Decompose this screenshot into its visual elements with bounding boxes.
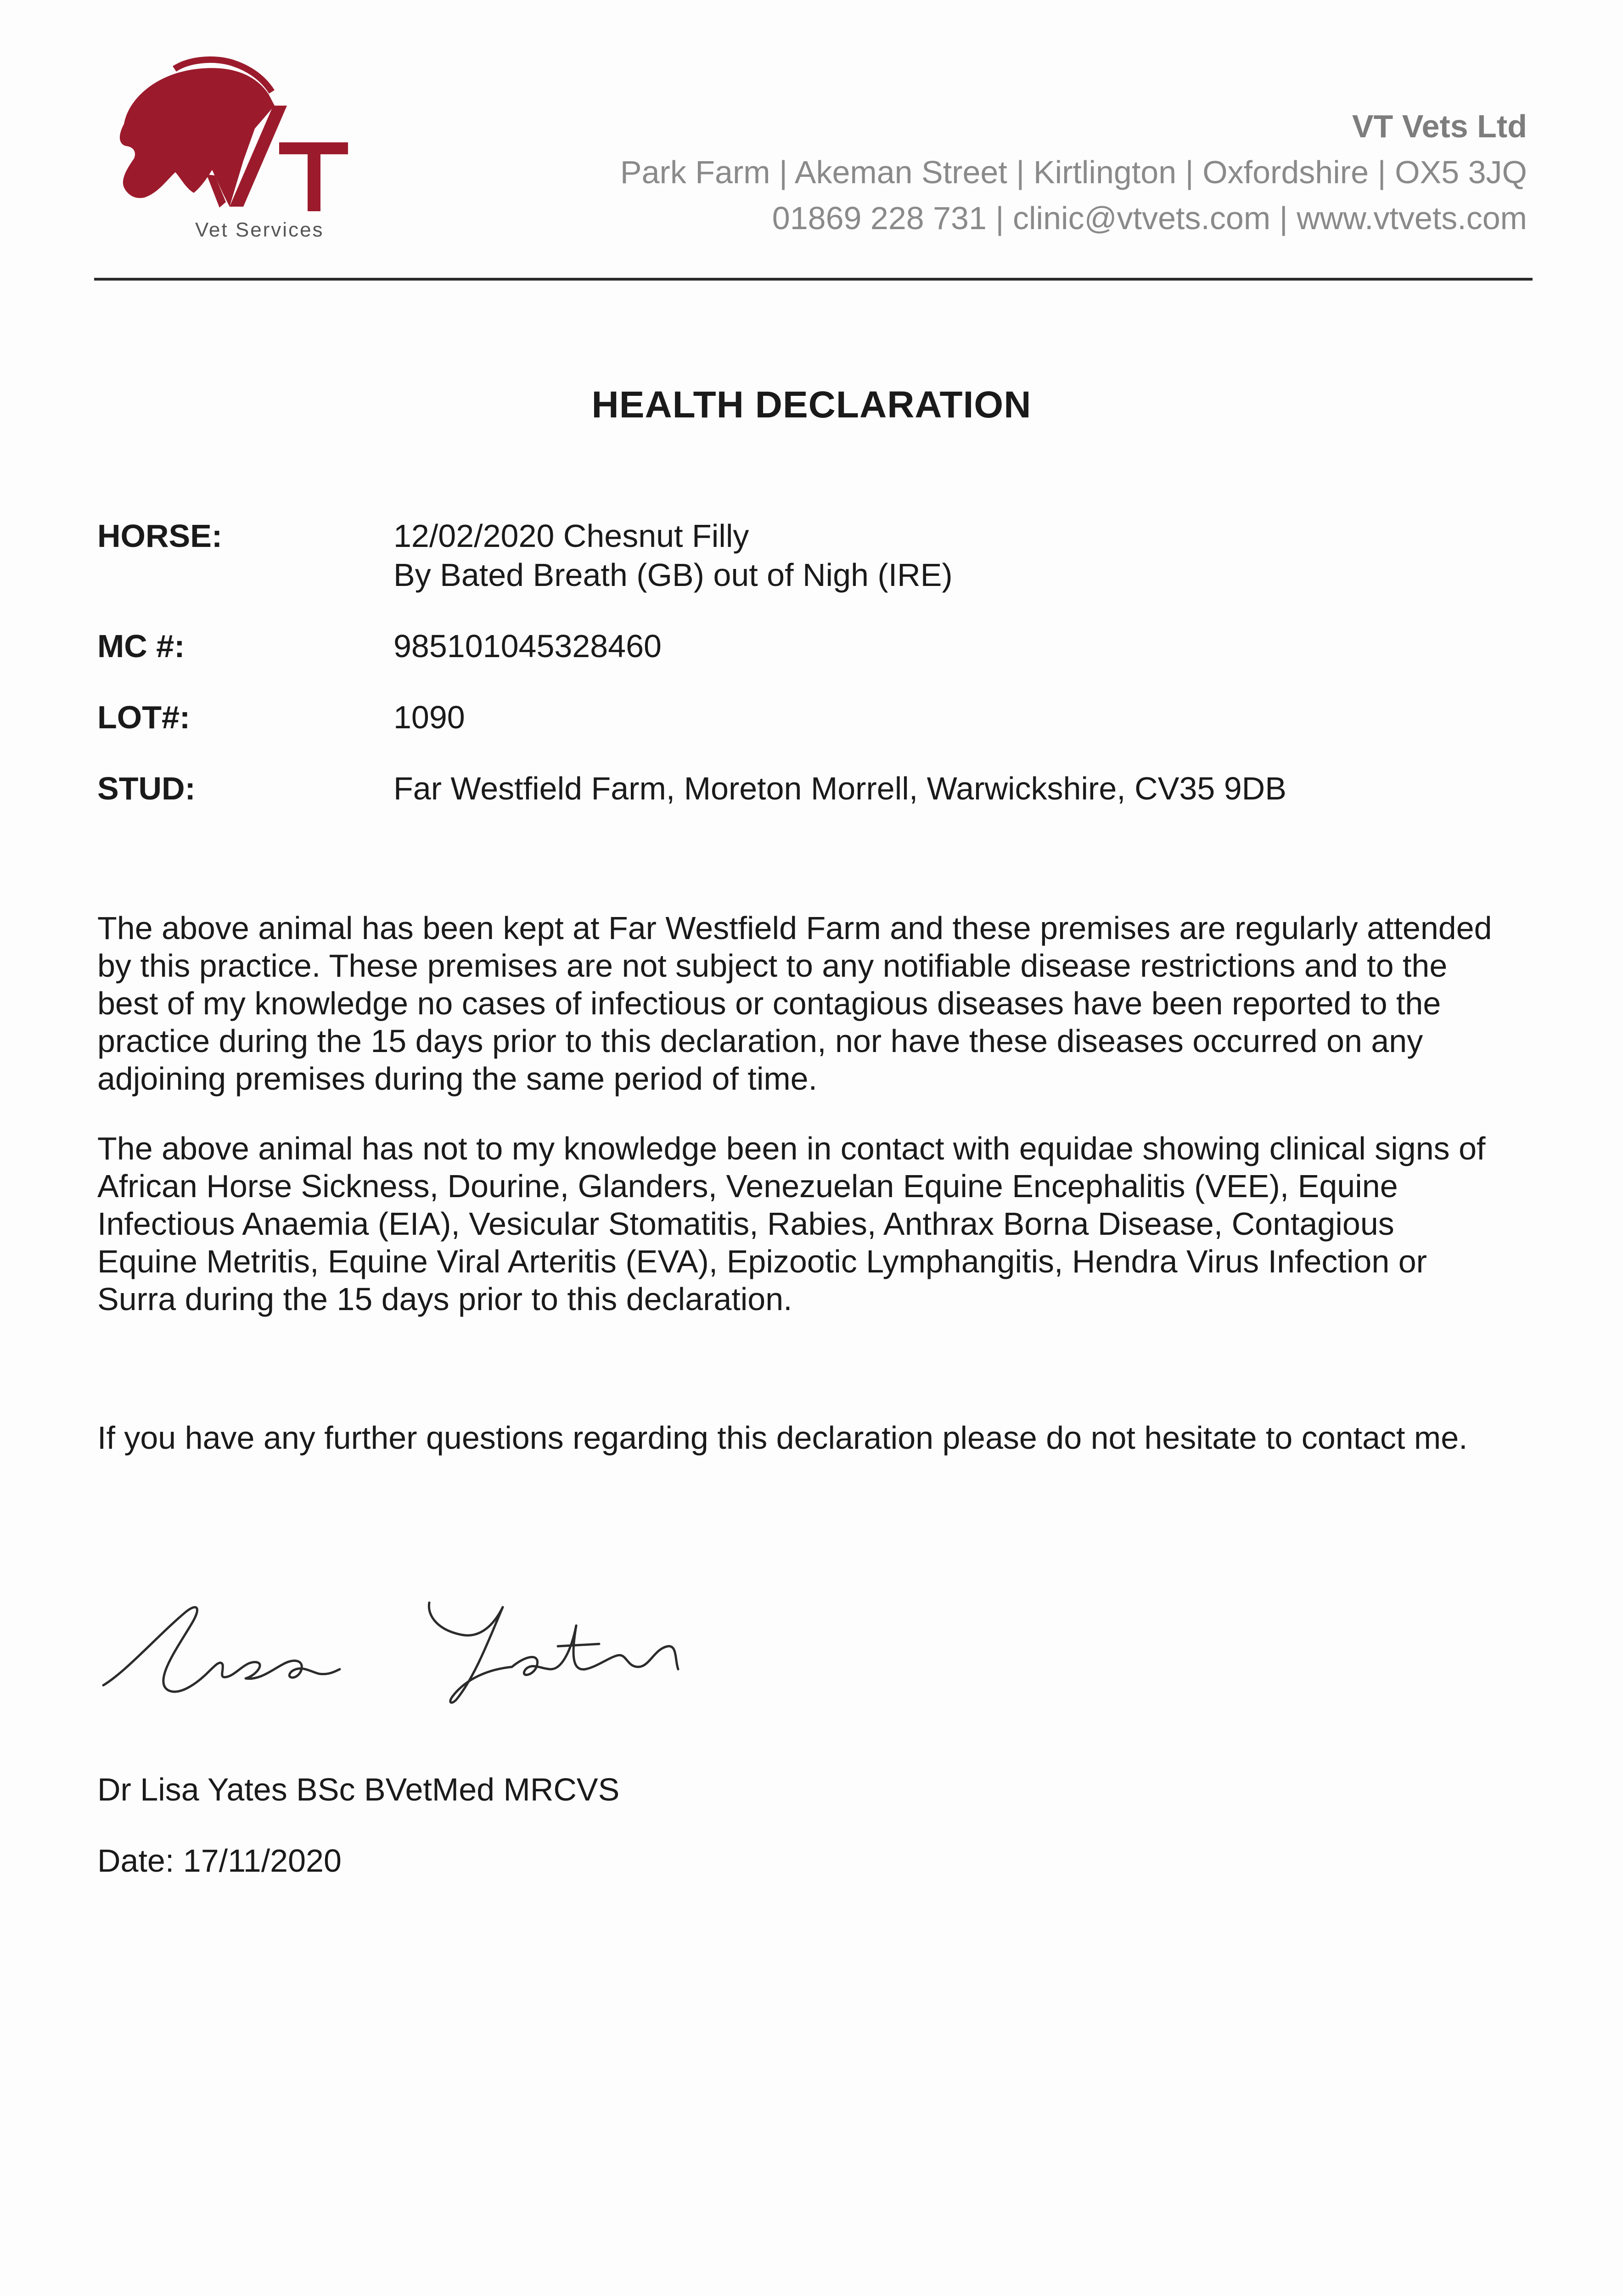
company-logo	[92, 55, 358, 248]
handwritten-signature	[99, 1580, 714, 1722]
horse-value-line: By Bated Breath (GB) out of Nigh (IRE)	[393, 557, 953, 593]
detail-row-mc	[97, 627, 1521, 666]
detail-row-lot	[97, 698, 1521, 737]
stud-value: Far Westfield Farm, Moreton Morrell, Warwickshire, CV35 9DB	[393, 771, 1286, 806]
paragraph-line: The above animal has not to my knowledge been in contact with equidae showing clinical signs of	[97, 1131, 1486, 1166]
paragraph-line: by this practice. These premises are not subject to any notifiable disease restrictions and to the	[97, 948, 1448, 984]
paragraph-line: Infectious Anaemia (EIA), Vesicular Stomatitis, Rabies, Anthrax Borna Disease, Contagious	[97, 1206, 1394, 1242]
mc-label: MC #:	[97, 628, 185, 664]
paragraph-line: Surra during the 15 days prior to this declaration.	[97, 1281, 792, 1317]
declaration-date: Date: 17/11/2020	[97, 1843, 342, 1879]
company-header	[620, 103, 1527, 241]
horse-value	[393, 517, 1521, 595]
disease-contact-paragraph	[97, 1130, 1532, 1318]
company-address: Park Farm | Akeman Street | Kirtlington | Oxfordshire | OX5 3JQ	[620, 154, 1527, 190]
premises-paragraph	[97, 909, 1532, 1097]
paragraph-line: The above animal has been kept at Far Westfield Farm and these premises are regularly attended	[97, 910, 1492, 946]
header-divider	[94, 278, 1533, 281]
paragraph-line: African Horse Sickness, Dourine, Glanders, Venezuelan Equine Encephalitis (VEE), Equine	[97, 1168, 1398, 1204]
mc-value: 985101045328460	[393, 628, 662, 664]
lot-label: LOT#:	[97, 699, 191, 735]
paragraph-line: best of my knowledge no cases of infectious or contagious diseases have been reported to the	[97, 985, 1441, 1021]
horse-value-line: 12/02/2020 Chesnut Filly	[393, 518, 749, 554]
detail-row-horse	[97, 517, 1521, 595]
company-name: VT Vets Ltd	[1352, 108, 1527, 144]
contact-paragraph: If you have any further questions regarding this declaration please do not hesitate to contact me.	[97, 1420, 1468, 1456]
stud-label: STUD:	[97, 771, 196, 806]
logo-tagline: Vet Services	[195, 219, 324, 241]
company-contact: 01869 228 731 | clinic@vtvets.com | www.vtvets.com	[772, 200, 1527, 236]
paragraph-line: adjoining premises during the same period of time.	[97, 1061, 818, 1097]
signer-name: Dr Lisa Yates BSc BVetMed MRCVS	[97, 1772, 620, 1807]
horse-details	[97, 517, 1521, 840]
horse-head-icon	[92, 55, 358, 248]
detail-row-stud	[97, 769, 1521, 808]
paragraph-line: Equine Metritis, Equine Viral Arteritis (EVA), Epizootic Lymphangitis, Hendra Virus Infection or	[97, 1244, 1427, 1279]
paragraph-line: practice during the 15 days prior to this declaration, nor have these diseases occurred on any	[97, 1023, 1423, 1059]
document-title: HEALTH DECLARATION	[591, 384, 1032, 426]
horse-label: HORSE:	[97, 518, 223, 554]
lot-value: 1090	[393, 699, 465, 735]
